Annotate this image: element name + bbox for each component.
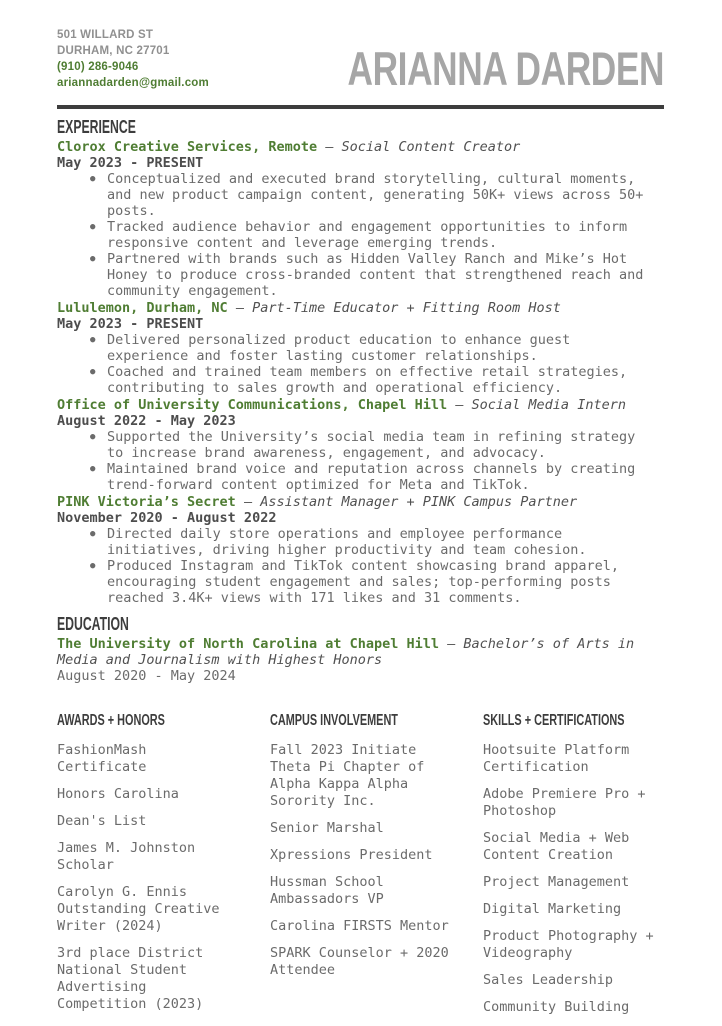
job-role: Part-Time Educator + Fitting Room Host (252, 300, 561, 316)
involvement-item: SPARK Counselor + 2020 Attendee (270, 945, 449, 978)
job-role: Social Content Creator (341, 139, 521, 155)
education-title-line (57, 636, 655, 668)
header (57, 27, 664, 95)
involvement-item: Senior Marshal (270, 820, 384, 836)
job-entry-lululemon (57, 300, 655, 396)
dash-separator: — (227, 300, 253, 316)
page-title: ARIANNA DARDEN (347, 42, 664, 95)
skill-item: Social Media + Web Content Creation (483, 830, 630, 863)
job-entry-clorox (57, 139, 655, 299)
award-item: FashionMash Certificate (57, 742, 147, 775)
job-title-line (57, 300, 655, 316)
contact-address-line2: DURHAM, NC 27701 (57, 45, 170, 57)
bullet-list (57, 429, 655, 493)
bullet-item: ● Tracked audience behavior and engagement opportunities to inform responsive content and leverage emerging trends. (57, 219, 655, 251)
bullet-item: ● Directed daily store operations and employee performance initiatives, driving higher productivity and team cohesion. (57, 526, 655, 558)
award-item: Carolyn G. Ennis Outstanding Creative Writer (2024) (57, 884, 220, 934)
bullet-item: ● Produced Instagram and TikTok content showcasing brand apparel, encouraging student engagement and sales; top-performing posts reached 3.4K+ views with 171 likes and 31 comments. (57, 558, 655, 606)
involvement-item: Carolina FIRSTS Mentor (270, 918, 449, 934)
award-item: Honors Carolina (57, 786, 179, 802)
award-item: James M. Johnston Scholar (57, 840, 196, 873)
skill-item: Project Management (483, 874, 630, 890)
dash-separator: — (447, 397, 472, 413)
skill-item: Product Photography + Videography (483, 928, 654, 961)
involvement-item: Hussman School Ambassadors VP (270, 874, 384, 907)
education-section (57, 614, 655, 684)
job-entry-university-communications (57, 397, 655, 493)
skill-item: Adobe Premiere Pro + Photoshop (483, 786, 646, 819)
column-awards-honors (57, 710, 237, 1026)
job-title-line (57, 494, 655, 510)
bullet-item: ● Delivered personalized product education to enhance guest experience and foster lasting customer relationships. (57, 332, 655, 364)
job-entry-pink (57, 494, 655, 606)
experience-heading: EXPERIENCE (57, 117, 136, 137)
skill-item: Hootsuite Platform Certification (483, 742, 630, 775)
dash-separator: — (235, 494, 261, 510)
education-dates: August 2020 - May 2024 (57, 668, 236, 684)
company-name: PINK Victoria’s Secret (57, 494, 236, 510)
section-divider (57, 105, 664, 109)
contact-email: ariannadarden@gmail.com (57, 77, 209, 89)
bullet-list (57, 332, 655, 396)
column-campus-involvement (270, 710, 450, 1026)
education-heading: EDUCATION (57, 614, 129, 634)
skill-item: Sales Leadership (483, 972, 614, 988)
bullet-list (57, 526, 655, 606)
job-dates: May 2023 - PRESENT (57, 155, 204, 171)
bullet-item: ● Partnered with brands such as Hidden Valley Ranch and Mike’s Hot Honey to produce cross-branded content that strengthened reach and community engagement. (57, 251, 655, 299)
bullet-item: ● Maintained brand voice and reputation across channels by creating trend-forward content optimized for Meta and TikTok. (57, 461, 655, 493)
job-title-line (57, 397, 655, 413)
award-item: 3rd place District National Student Advertising Competition (2023) (57, 945, 204, 1012)
columns-section (57, 710, 664, 1026)
contact-block (57, 27, 209, 91)
job-title-line (57, 139, 655, 155)
dash-separator: — (439, 636, 464, 652)
award-item: Dean's List (57, 813, 147, 829)
job-dates: May 2023 - PRESENT (57, 316, 204, 332)
skill-item: Community Building (483, 999, 630, 1015)
school-name: The University of North Carolina at Chapel Hill (57, 636, 440, 652)
dash-separator: — (317, 139, 342, 155)
involvement-item: Xpressions President (270, 847, 433, 863)
job-dates: November 2020 - August 2022 (57, 510, 277, 526)
column-skills-certifications (483, 710, 663, 1026)
bullet-item: ● Conceptualized and executed brand storytelling, cultural moments, and new product campaign content, generating 50K+ views across 50+ posts. (57, 171, 655, 219)
bullet-list (57, 171, 655, 299)
job-dates: August 2022 - May 2023 (57, 413, 236, 429)
contact-phone: (910) 286-9046 (57, 61, 139, 73)
contact-address-line1: 501 WILLARD ST (57, 29, 154, 41)
bullet-item: ● Supported the University’s social media team in refining strategy to increase brand awareness, engagement, and advocacy. (57, 429, 655, 461)
company-name: Clorox Creative Services, Remote (57, 139, 318, 155)
degree-name: Bachelor’s of Arts in Media and Journalism with Highest Honors (57, 636, 643, 668)
skills-certifications-heading: SKILLS + CERTIFICATIONS (483, 712, 625, 729)
job-role: Social Media Intern (471, 397, 626, 413)
company-name: Lululemon, Durham, NC (57, 300, 228, 316)
experience-section (57, 117, 655, 606)
awards-honors-heading: AWARDS + HONORS (57, 712, 165, 729)
job-role: Assistant Manager + PINK Campus Partner (260, 494, 578, 510)
skill-item: Digital Marketing (483, 901, 622, 917)
campus-involvement-heading: CAMPUS INVOLVEMENT (270, 712, 398, 729)
bullet-item: ● Coached and trained team members on effective retail strategies, contributing to sales growth and operational efficiency. (57, 364, 655, 396)
company-name: Office of University Communications, Chapel Hill (57, 397, 448, 413)
involvement-item: Fall 2023 Initiate Theta Pi Chapter of Alpha Kappa Alpha Sorority Inc. (270, 742, 425, 809)
